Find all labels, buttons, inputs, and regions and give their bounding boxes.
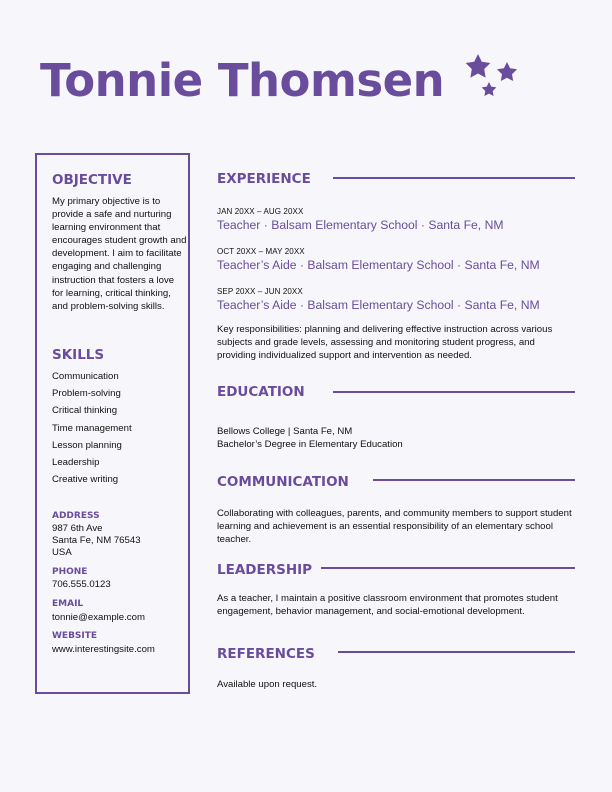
references-text: Available upon request. (217, 679, 318, 690)
skill-item: Communication (52, 371, 119, 382)
experience-heading: EXPERIENCE (217, 171, 311, 187)
section-divider (373, 479, 575, 481)
skill-item: Lesson planning (52, 439, 122, 451)
responsibilities-text: Key responsibilities: planning and delivering effective instruction across various subjects and grade levels, assessing and monitoring student progress, and providing individualized support and intervention as needed. (217, 324, 553, 362)
section-divider (333, 391, 575, 393)
section-divider (321, 567, 575, 569)
leadership-heading: LEADERSHIP (217, 562, 313, 578)
sidebar (35, 153, 190, 694)
phone-value: 706.555.0123 (52, 579, 111, 590)
education-heading: EDUCATION (217, 384, 305, 400)
section-divider (338, 651, 575, 653)
job-dates: JAN 20XX – AUG 20XX (217, 207, 304, 216)
address-line: Santa Fe, NM 76543 (52, 535, 141, 546)
website-value[interactable]: www.interestingsite.com (52, 644, 155, 655)
skill-item: Creative writing (52, 474, 119, 486)
job-dates: SEP 20XX – JUN 20XX (217, 287, 303, 296)
section-divider (333, 177, 575, 179)
education-school: Bellows College | Santa Fe, NM (217, 426, 353, 437)
email-value[interactable]: tonnie@example.com (52, 612, 145, 623)
phone-heading: PHONE (52, 567, 88, 577)
objective-heading: OBJECTIVE (52, 172, 132, 188)
address-line: 987 6th Ave (52, 523, 103, 534)
skill-item: Problem-solving (52, 388, 121, 400)
skills-list (52, 370, 132, 490)
resume-name: Tonnie Thomsen (40, 54, 445, 107)
skill-item: Time management (52, 422, 132, 434)
skill-item: Critical thinking (52, 405, 118, 417)
job-title: Teacher’s Aide · Balsam Elementary School · Santa Fe, NM (217, 298, 540, 312)
main-content (217, 0, 577, 792)
skills-heading: SKILLS (52, 347, 105, 363)
skill-item: Leadership (52, 456, 100, 468)
objective-text: My primary objective is to provide a safe and nurturing learning environment that encourages student growth and development. I aim to facilitate engaging and challenging instruction that fosters a love for learning, critical thinking, and problem-solving skills. (52, 196, 187, 312)
references-heading: REFERENCES (217, 646, 315, 662)
website-heading: WEBSITE (52, 631, 98, 641)
email-heading: EMAIL (52, 599, 84, 609)
education-degree: Bachelor’s Degree in Elementary Education (217, 439, 403, 450)
communication-heading: COMMUNICATION (217, 474, 349, 490)
address-heading: ADDRESS (52, 511, 100, 521)
job-title: Teacher · Balsam Elementary School · Santa Fe, NM (217, 218, 504, 232)
leadership-text: As a teacher, I maintain a positive classroom environment that promotes student engagement, behavior management, and social-emotional development. (217, 593, 558, 618)
communication-text: Collaborating with colleagues, parents, and community members to support student learning and achievement is an essential responsibility of an elementary school teacher. (217, 508, 572, 546)
job-dates: OCT 20XX – MAY 20XX (217, 247, 305, 256)
job-title: Teacher’s Aide · Balsam Elementary School · Santa Fe, NM (217, 258, 540, 272)
address-line: USA (52, 547, 72, 558)
